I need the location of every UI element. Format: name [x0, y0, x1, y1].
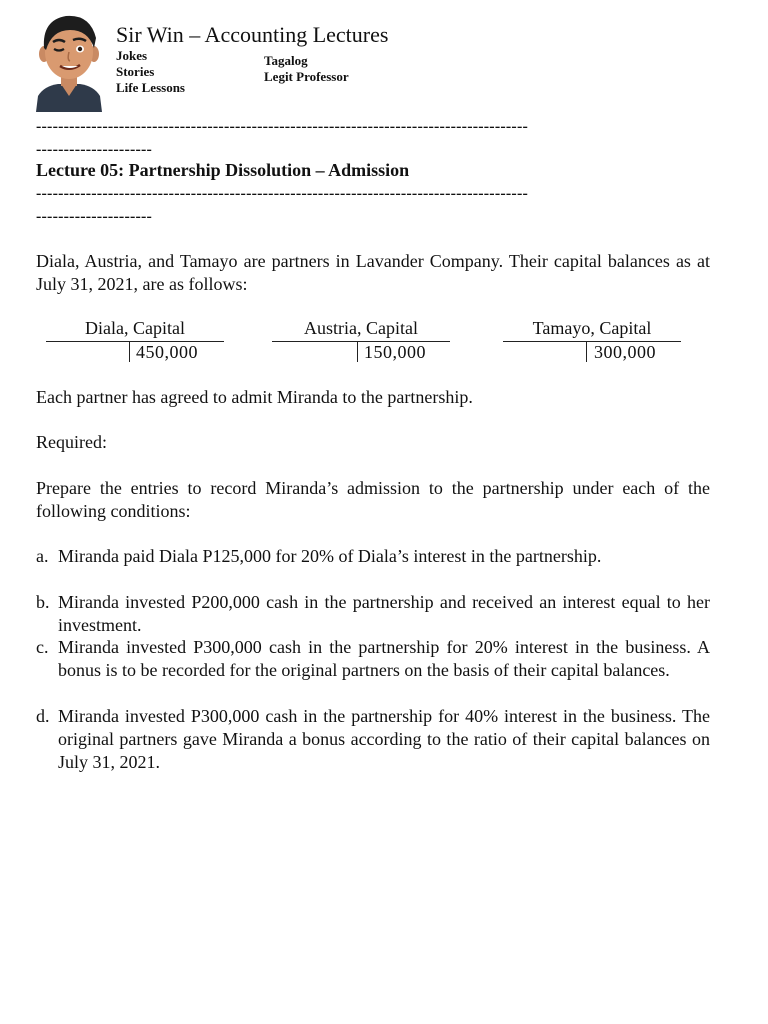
required-label: Required:	[36, 432, 107, 452]
divider-top-line: -----------------------------------------------------------------------------------------	[36, 118, 529, 135]
tag-jokes: Jokes	[116, 48, 148, 63]
condition-letter: c.	[36, 637, 49, 657]
tag-legit-professor: Legit Professor	[264, 69, 349, 84]
condition-letter: b.	[36, 592, 50, 612]
account-name: Diala, Capital	[85, 318, 185, 338]
condition-text: Miranda invested P300,000 cash in the partnership for 20% interest in the business. A bonus is to be recorded for the original partners on the basis of their capital balances.	[58, 637, 710, 680]
t-account-diala	[46, 318, 224, 368]
account-amount: 150,000	[364, 342, 426, 362]
t-account-tamayo	[503, 318, 681, 368]
tag-life-lessons: Life Lessons	[116, 80, 185, 95]
account-amount: 300,000	[594, 342, 656, 362]
tags-right	[264, 53, 349, 85]
condition-text: Miranda invested P300,000 cash in the partnership for 40% interest in the business. The original partners gave Miranda a bonus according to the ratio of their capital balances on July 31, 2021.	[58, 706, 710, 772]
divider-bottom-line: -----------------------------------------------------------------------------------------	[36, 185, 529, 202]
t-account-austria	[272, 318, 450, 368]
condition-b	[36, 591, 710, 637]
divider-top-tail: ---------------------	[36, 141, 153, 158]
instructions-paragraph: Prepare the entries to record Miranda’s admission to the partnership under each of the following conditions:	[36, 478, 710, 521]
account-divider	[129, 342, 130, 362]
condition-text: Miranda invested P200,000 cash in the partnership and received an interest equal to her investment.	[58, 592, 710, 635]
condition-c	[36, 636, 710, 682]
agreement-paragraph: Each partner has agreed to admit Miranda to the partnership.	[36, 387, 473, 407]
condition-text: Miranda paid Diala P125,000 for 20% of Diala’s interest in the partnership.	[58, 546, 602, 566]
divider-bottom-tail: ---------------------	[36, 208, 153, 225]
tag-tagalog: Tagalog	[264, 53, 308, 68]
account-name: Tamayo, Capital	[532, 318, 652, 338]
account-divider	[357, 342, 358, 362]
avatar	[30, 8, 108, 112]
condition-a	[36, 545, 710, 568]
tags-left	[116, 48, 185, 96]
intro-paragraph: Diala, Austria, and Tamayo are partners in Lavander Company. Their capital balances as at July 31, 2021, are as follows:	[36, 251, 710, 294]
condition-d	[36, 705, 710, 774]
account-amount: 450,000	[136, 342, 198, 362]
lecture-title: Lecture 05: Partnership Dissolution – Admission	[36, 160, 410, 180]
condition-letter: a.	[36, 546, 49, 566]
condition-letter: d.	[36, 706, 50, 726]
tag-stories: Stories	[116, 64, 155, 79]
header-title: Sir Win – Accounting Lectures	[116, 22, 389, 47]
account-divider	[586, 342, 587, 362]
account-name: Austria, Capital	[304, 318, 418, 338]
